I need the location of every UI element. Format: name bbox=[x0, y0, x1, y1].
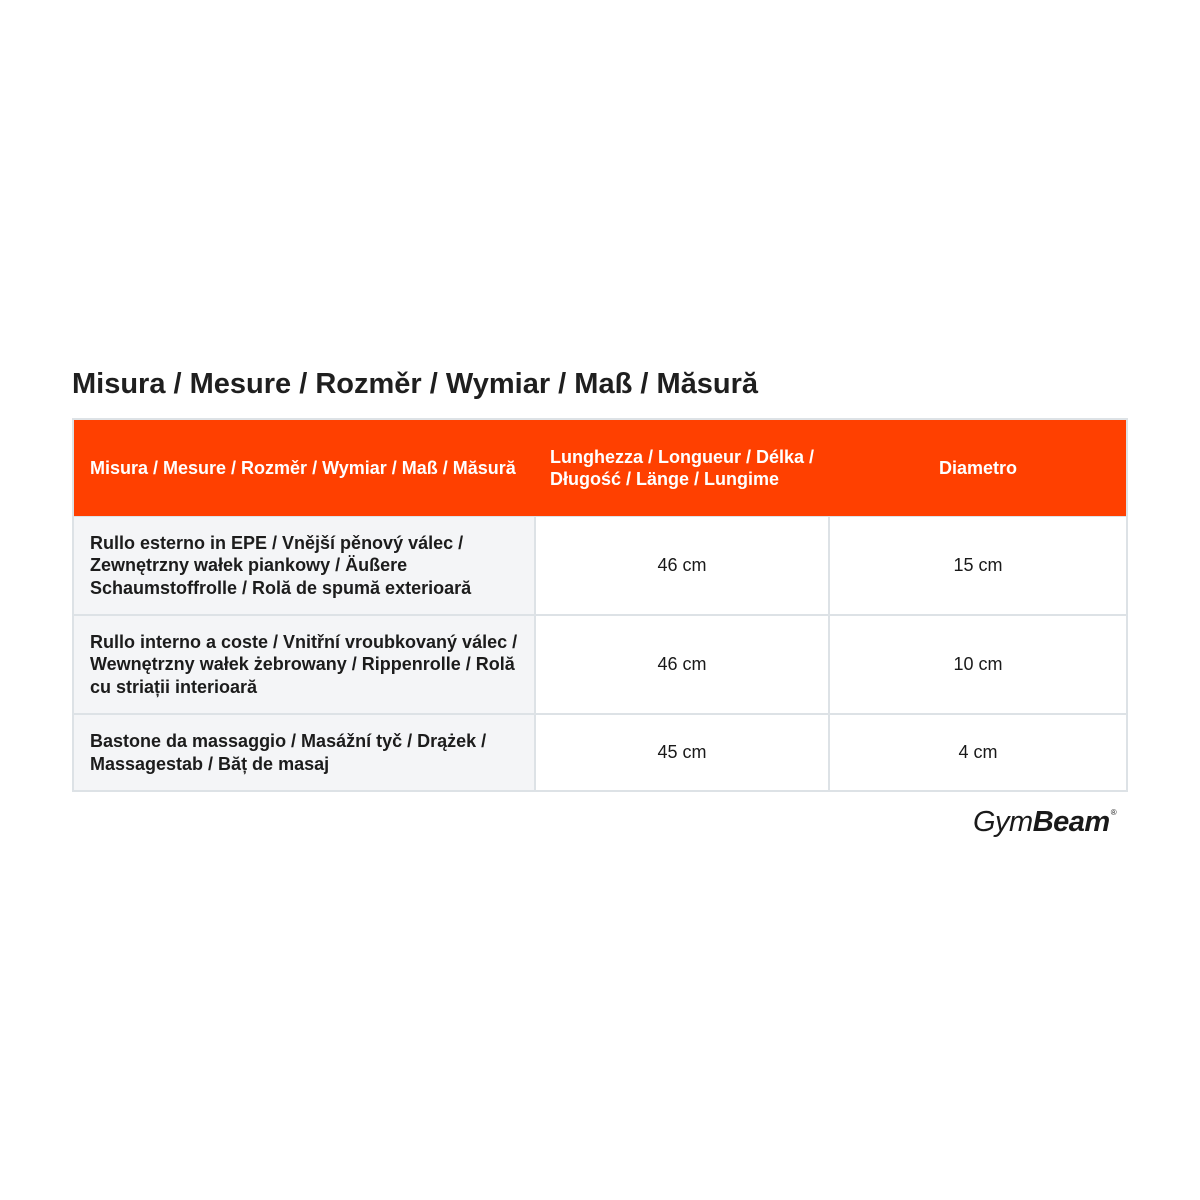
table-row bbox=[74, 713, 1126, 790]
gymbeam-logo bbox=[973, 806, 1116, 839]
row-length: 46 cm bbox=[536, 517, 830, 614]
row-item-name: Rullo interno a coste / Vnitřní vroubkovaný válec / Wewnętrzny wałek żebrowany / Rippenrolle / Rolă cu striații interioară bbox=[74, 616, 536, 713]
row-item-name: Bastone da massaggio / Masážní tyč / Drążek / Massagestab / Băț de masaj bbox=[74, 715, 536, 790]
logo-text-beam: Beam bbox=[1032, 806, 1110, 838]
table-header-row bbox=[74, 420, 1126, 516]
row-length: 46 cm bbox=[536, 616, 830, 713]
page-title: Misura / Mesure / Rozměr / Wymiar / Maß / Măsură bbox=[72, 368, 759, 400]
row-diameter: 15 cm bbox=[953, 555, 1003, 576]
row-length: 45 cm bbox=[536, 715, 830, 790]
row-diameter: 10 cm bbox=[953, 654, 1003, 675]
row-diameter: 4 cm bbox=[958, 742, 998, 763]
size-table bbox=[72, 418, 1128, 792]
header-measure: Misura / Mesure / Rozměr / Wymiar / Maß / Măsură bbox=[90, 457, 516, 478]
registered-mark: ® bbox=[1110, 808, 1117, 817]
table-row bbox=[74, 516, 1126, 614]
row-item-name: Rullo esterno in EPE / Vnější pěnový válec / Zewnętrzny wałek piankowy / Äußere Schaumstoffrolle / Rolă de spumă exterioară bbox=[74, 517, 536, 614]
header-diameter: Diametro bbox=[938, 457, 1018, 478]
table-row bbox=[74, 614, 1126, 713]
header-length: Lunghezza / Longueur / Délka / Długość / Länge / Lungime bbox=[550, 446, 815, 489]
size-table-section bbox=[72, 362, 1128, 792]
logo-text-gym: Gym bbox=[973, 806, 1033, 838]
